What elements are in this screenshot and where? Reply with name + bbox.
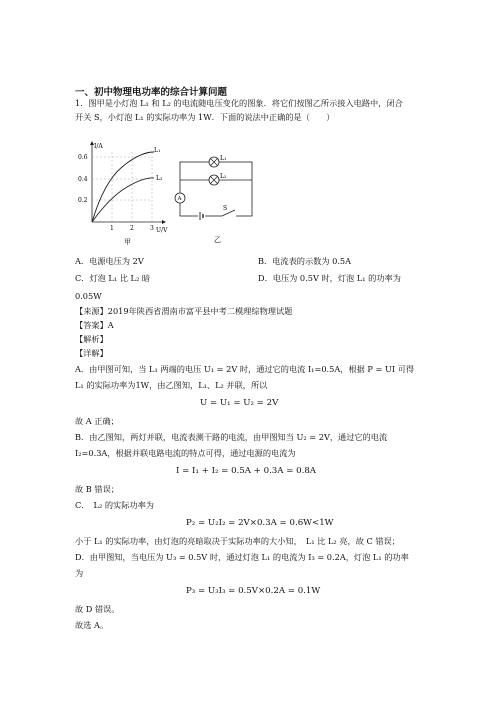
- solution-a-line-1: A．由甲图可知，当 L₁ 两端的电压 U₁ = 2V 时，通过它的电流 I₁=0.5A，根据 P = UI 可得: [75, 364, 415, 374]
- solution-answer: 【答案】A: [75, 320, 114, 330]
- switch-label: S: [223, 205, 228, 212]
- y-tick-0-2: 0.2: [78, 197, 88, 204]
- question-line-2: 开关 S，小灯泡 L₁ 的实际功率为 1W．下面的说法中正确的是（ ）: [75, 112, 335, 122]
- x-tick-1: 1: [110, 225, 114, 232]
- curve-label-l2: L₂: [156, 175, 163, 182]
- solution-b-equation: I = I₁ + I₂ = 0.5A + 0.3A = 0.8A: [176, 466, 317, 476]
- solution-d-line-2: 为: [75, 568, 84, 578]
- solution-c-equation: P₂ = U₂I₂ = 2V×0.3A = 0.6W<1W: [186, 518, 334, 528]
- solution-final: 故选 A。: [75, 620, 109, 630]
- option-d: D．电压为 0.5V 时，灯泡 L₁ 的功率为: [258, 273, 401, 283]
- circuit-diagram: [175, 155, 252, 244]
- curve-label-l1: L₁: [154, 147, 161, 154]
- option-c: C．灯泡 L₁ 比 L₂ 暗: [75, 273, 151, 283]
- solution-source: 【来源】2019年陕西省渭南市富平县中考二模理综物理试题: [75, 306, 293, 316]
- lamp-label-l1: L₁: [220, 155, 227, 162]
- option-b: B．电流表的示数为 0.5A: [258, 256, 352, 266]
- x-tick-3: 3: [150, 225, 154, 232]
- solution-detail: 【详解】: [75, 348, 108, 358]
- solution-b-conclusion: 故 B 错误；: [75, 484, 119, 494]
- solution-b-line-1: B．由乙图知，两灯并联，电流表测干路的电流，由甲图知当 U₂ = 2V，通过它的电流: [75, 432, 388, 442]
- question-line-1: 1．图甲是小灯泡 L₁ 和 L₂ 的电流随电压变化的图象．将它们按图乙所示接入电路中，闭合: [75, 98, 403, 108]
- question-figure: [78, 142, 282, 252]
- option-d-continued: 0.05W: [75, 291, 102, 301]
- y-axis-label: I/A: [94, 143, 103, 150]
- solution-c-line-1: C． L₂ 的实际功率为: [75, 500, 154, 510]
- solution-d-equation: P₃ = U₃I₃ = 0.5V×0.2A = 0.1W: [186, 586, 321, 596]
- curve-l1: [92, 152, 154, 222]
- solution-a-line-2: L₁ 的实际功率为1W，由乙图知，L₁、L₂ 并联，所以: [75, 380, 268, 390]
- solution-d-line-1: D．由甲图知，当电压为 U₃ = 0.5V 时，通过灯泡 L₁ 的电流为 I₃ = 0.2A，灯泡 L₁ 的功率: [75, 552, 409, 562]
- ammeter-label: A: [177, 196, 182, 202]
- y-tick-0-4: 0.4: [78, 176, 88, 183]
- x-axis-label: U/V: [156, 227, 168, 234]
- solution-a-conclusion: 故 A 正确；: [75, 416, 119, 426]
- circuit-caption: 乙: [214, 236, 221, 244]
- solution-a-equation: U = U₁ = U₂ = 2V: [200, 398, 279, 408]
- current-voltage-graph: [78, 141, 168, 246]
- option-a: A．电源电压为 2V: [75, 256, 144, 266]
- solution-c-line-2: 小于 L₁ 的实际功率，由灯泡的亮暗取决于实际功率的大小知， L₁ 比 L₂ 亮，故 C 错误；: [75, 536, 400, 546]
- y-tick-0-6: 0.6: [78, 154, 88, 161]
- solution-analysis: 【解析】: [75, 334, 108, 344]
- section-heading: 一、初中物理电功率的综合计算问题: [75, 87, 228, 98]
- lamp-label-l2: L₂: [220, 173, 227, 180]
- graph-caption: 甲: [124, 238, 131, 246]
- solution-b-line-2: I₂=0.3A，根据并联电路电流的特点可得，通过电源的电流为: [75, 448, 296, 458]
- x-tick-2: 2: [130, 225, 134, 232]
- solution-d-conclusion: 故 D 错误。: [75, 604, 120, 614]
